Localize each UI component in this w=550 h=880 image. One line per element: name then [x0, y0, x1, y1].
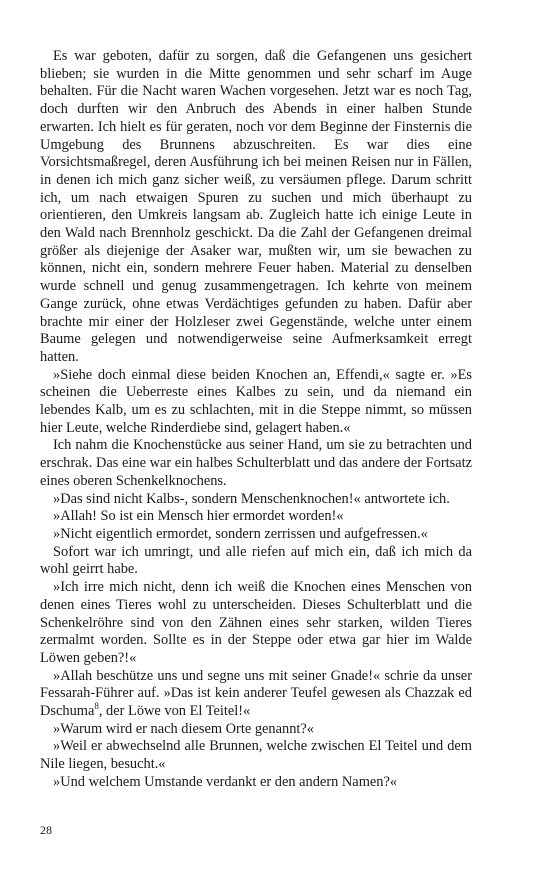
paragraph-6: »Nicht eigentlich ermordet, sondern zerrissen und aufgefressen.« — [53, 525, 428, 542]
page-number: 28 — [40, 823, 52, 837]
paragraph-8: »Ich irre mich nicht, denn ich weiß die Knochen eines Menschen von denen eines Tieres wohl zu unterscheiden. Dieses Schulterblatt und die Schenkelröhre sind von den Zähnen eines sehr starken, wilden Tieres zermalmt worden. Sollte es in der Steppe oder etwa gar hier im Walde Löwen geben?!« — [40, 579, 472, 666]
paragraph-11: »Weil er abwechselnd alle Brunnen, welche zwischen El Teitel und dem Nile liegen, besucht.« — [40, 738, 472, 773]
paragraph-9-tail: , der Löwe von El Teitel!« — [98, 703, 251, 720]
paragraph-9-text: »Allah beschütze uns und segne uns mit seiner Gnade!« schrie da unser Fessarah-Führer auf. »Das ist kein anderer Teufel gewesen als Chazzak ed Dschuma — [40, 667, 472, 720]
paragraph-10: »Warum wird er nach diesem Orte genannt?« — [53, 720, 314, 737]
paragraph-3: Ich nahm die Knochenstücke aus seiner Hand, um sie zu betrachten und erschrak. Das eine war ein halbes Schulterblatt und das andere der Fortsatz eines oberen Schenkelknochens. — [40, 437, 472, 489]
paragraph-7: Sofort war ich umringt, und alle riefen auf mich ein, daß ich mich da wohl geirrt habe. — [40, 543, 472, 578]
paragraph-4: »Das sind nicht Kalbs-, sondern Menschenknochen!« antwortete ich. — [53, 490, 450, 507]
page-text-body — [40, 48, 472, 792]
paragraph-5: »Allah! So ist ein Mensch hier ermordet worden!« — [53, 508, 344, 525]
paragraph-12: »Und welchem Umstande verdankt er den andern Namen?« — [53, 773, 398, 790]
paragraph-2: »Siehe doch einmal diese beiden Knochen an, Effendi,« sagte er. »Es scheinen die Ueberreste eines Kalbes zu sein, und da niemand ein lebendes Kalb, um es zu schlachten, mit in die Steppe nimmt, so müssen hier Leute, welche Rinderdiebe sind, gelagert haben.« — [40, 366, 472, 436]
paragraph-9 — [40, 668, 472, 721]
footnote-marker[interactable]: 8 — [94, 701, 99, 712]
paragraph-1: Es war geboten, dafür zu sorgen, daß die Gefangenen uns gesichert blieben; sie wurden in die Mitte genommen und sehr scharf im Auge behalten. Für die Nacht waren Wachen vorgesehen. Jetzt war es noch Tag, doch durften wir den Anbruch des Abends in einer halben Stunde erwarten. Ich hielt es für geraten, noch vor dem Beginne der Finsternis die Umgebung des Brunnens abzuschreiten. Es war dies eine Vorsichtsmaßregel, deren Ausführung ich bei meinen Reisen nur in Fällen, in denen ich mich ganz sicher weiß, zu versäumen pflege. Darum schritt ich, um nach etwaigen Spuren zu suchen und mich überhaupt zu orientieren, den Umkreis langsam ab. Zugleich hatte ich einige Leute in den Wald nach Brennholz geschickt. Da die Zahl der Gefangenen dreimal größer als diejenige der Asaker war, mußten wir, um sie bewachen zu können, nicht ein, sondern mehrere Feuer haben. Material zu denselben wurde schnell und genug zusammengetragen. Ich kehrte von meinem Gange zurück, ohne etwas Verdächtiges gefunden zu haben. Dafür aber brachte mir einer der Holzleser zwei Gegenstände, welche unter einem Baume gelegen und notwendigerweise seine Aufmerksamkeit erregt hatten. — [40, 48, 472, 365]
